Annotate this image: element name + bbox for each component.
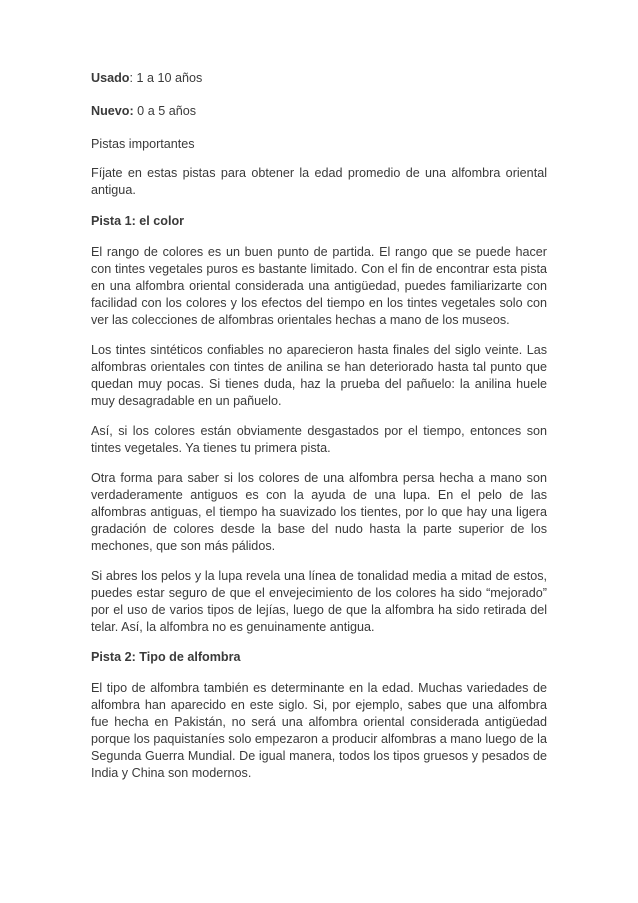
- pista2-paragraph-1: El tipo de alfombra también es determinante en la edad. Muchas variedades de alfombra han aparecido en este siglo. Si, por ejemplo, sabes que una alfombra fue hecha en Pakistán, no será una alfombra oriental considerada antigüedad porque los paquistaníes solo empezaron a producir alfombras a mano luego de la Segunda Guerra Mundial. De igual manera, todos los tipos gruesos y pesados de India y China son modernos.: [91, 681, 547, 780]
- pista1-paragraph-2: Los tintes sintéticos confiables no aparecieron hasta finales del siglo veinte. Las alfombras orientales con tintes de anilina se han deteriorado hasta tal punto que quedan muy pocas. Si tienes duda, haz la prueba del pañuelo: la anilina huele muy desagradable en un pañuelo.: [91, 343, 547, 408]
- pista2-heading: Pista 2: Tipo de alfombra: [91, 650, 241, 664]
- pista1-heading: Pista 1: el color: [91, 214, 185, 228]
- pista1-paragraph-4: Otra forma para saber si los colores de una alfombra persa hecha a mano son verdaderamente antiguos es con la ayuda de una lupa. En el pelo de las alfombras antiguas, el tiempo ha suavizado los tientes, por lo que hay una ligera gradación de colores desde la base del nudo hasta la parte superior de los mechones, que son más pálidos.: [91, 471, 547, 553]
- pista1-paragraph-1: El rango de colores es un buen punto de partida. El rango que se puede hacer con tintes vegetales puros es bastante limitado. Con el fin de encontrar esta pista en una alfombra oriental considerada una antigüedad, puedes familiarizarte con facilidad con los colores y los efectos del tiempo en los tintes vegetales solo con ver las colecciones de alfombras orientales hechas a mano de los museos.: [91, 245, 547, 327]
- new-age-line: [91, 103, 547, 120]
- used-value: : 1 a 10 años: [129, 71, 203, 85]
- used-age-line: [91, 70, 547, 87]
- new-label: Nuevo:: [91, 104, 134, 118]
- intro-paragraph: Fíjate en estas pistas para obtener la edad promedio de una alfombra oriental antigua.: [91, 166, 547, 197]
- new-value: 0 a 5 años: [133, 104, 197, 118]
- document-page: [91, 70, 547, 782]
- pista1-paragraph-5: Si abres los pelos y la lupa revela una línea de tonalidad media a mitad de estos, puedes estar seguro de que el envejecimiento de los colores ha sido “mejorado” por el uso de varios tipos de lejías, luego de que la alfombra ha sido retirada del telar. Así, la alfombra no es genuinamente antigua.: [91, 569, 547, 634]
- pista1-paragraph-3: Así, si los colores están obviamente desgastados por el tiempo, entonces son tintes vegetales. Ya tienes tu primera pista.: [91, 424, 547, 455]
- used-label: Usado: [91, 71, 130, 85]
- section-title: Pistas importantes: [91, 137, 195, 151]
